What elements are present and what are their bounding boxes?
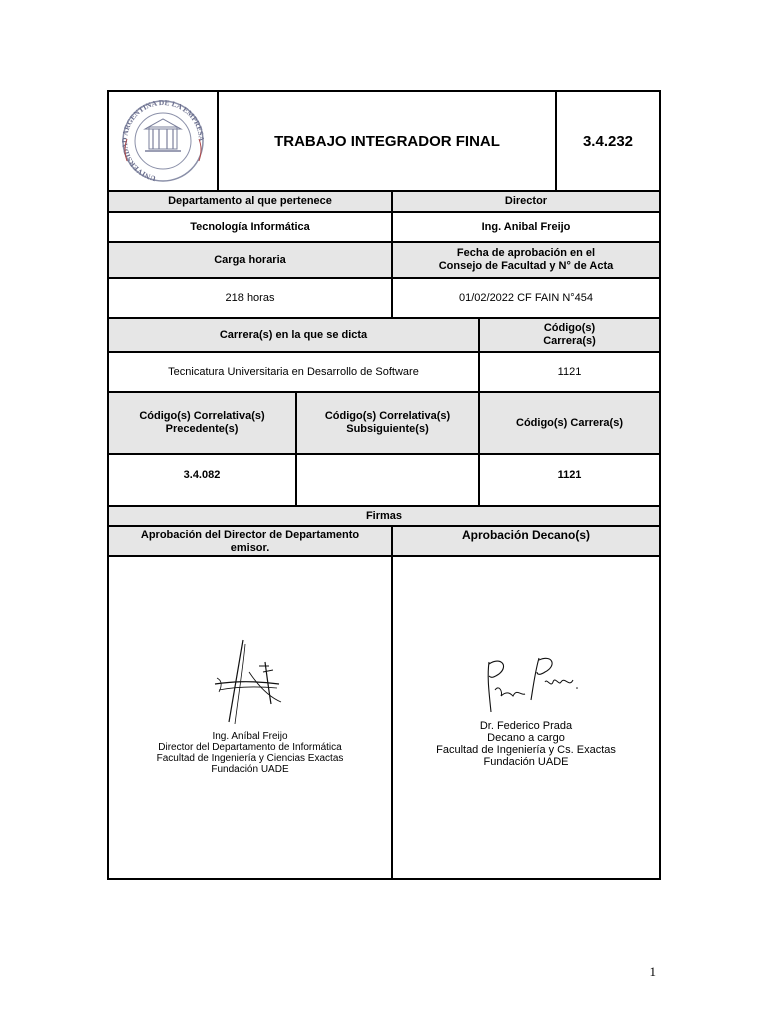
dept-approval-label-line1: Aprobación del Director de Departamento xyxy=(140,529,360,541)
divider xyxy=(109,190,659,192)
hours-value: 218 horas xyxy=(225,291,275,304)
dean-approval-label: Aprobación Decano(s) xyxy=(393,527,659,555)
next-correlative-label xyxy=(297,393,478,453)
divider xyxy=(109,351,659,353)
director-signature-block xyxy=(109,731,391,775)
dean-signature xyxy=(481,652,581,722)
career-name: Tecnicatura Universitaria en Desarrollo de Software xyxy=(168,365,419,378)
director-label: Director xyxy=(393,192,659,211)
prev-correlative-label-line1: Código(s) Correlativa(s) xyxy=(139,410,265,422)
dept-label: Departamento al que pertenece xyxy=(109,192,391,211)
dept-value: Tecnología Informática xyxy=(190,220,310,233)
career-code: 1121 xyxy=(557,365,582,378)
career-code-label-line1: Código(s) xyxy=(543,322,596,334)
dean-sig-line: Fundación UADE xyxy=(483,756,569,768)
dean-sig-line: Dr. Federico Prada xyxy=(479,720,573,732)
form-title: TRABAJO INTEGRADOR FINAL xyxy=(274,132,500,150)
dept-approval-label-line2: emisor. xyxy=(230,542,270,554)
seal-ring-text: UNIVERSIDAD ARGENTINA DE LA EMPRESA xyxy=(120,99,207,183)
divider xyxy=(391,525,393,878)
prev-correlative-value: 3.4.082 xyxy=(183,469,221,481)
career-code-label-line2: Carrera(s) xyxy=(543,335,596,347)
dean-sig-line: Facultad de Ingeniería y Cs. Exactas xyxy=(436,744,616,756)
correlative-career-label: Código(s) Carrera(s) xyxy=(480,393,659,453)
approval-value: 01/02/2022 CF FAIN N°454 xyxy=(458,291,594,304)
director-sig-line: Ing. Aníbal Freijo xyxy=(212,731,288,742)
approval-label-line2: Consejo de Facultad y N° de Acta xyxy=(438,260,614,272)
document-form xyxy=(107,90,661,880)
divider xyxy=(109,453,659,455)
director-signature xyxy=(209,632,289,732)
dean-sig-line: Decano a cargo xyxy=(487,732,565,744)
divider xyxy=(555,92,557,190)
director-value: Ing. Anibal Freijo xyxy=(481,220,571,233)
form-code: 3.4.232 xyxy=(582,132,634,150)
next-correlative-label-line2: Subsiguiente(s) xyxy=(346,423,429,435)
divider xyxy=(391,190,393,319)
divider xyxy=(109,391,659,393)
next-correlative-label-line1: Código(s) Correlativa(s) xyxy=(324,410,451,422)
career-code-label xyxy=(480,319,659,351)
divider xyxy=(109,505,659,507)
divider xyxy=(109,277,659,279)
divider xyxy=(109,211,659,213)
director-sig-line: Director del Departamento de Informática xyxy=(158,742,342,753)
director-sig-line: Fundación UADE xyxy=(211,764,289,775)
divider xyxy=(109,525,659,527)
divider xyxy=(478,317,480,507)
director-sig-line: Facultad de Ingeniería y Ciencias Exactas xyxy=(156,753,344,764)
prev-correlative-label-line2: Precedente(s) xyxy=(165,423,239,435)
approval-label-line1: Fecha de aprobación en el xyxy=(456,247,596,259)
career-label: Carrera(s) en la que se dicta xyxy=(109,319,478,351)
correlative-career-value: 1121 xyxy=(557,469,582,481)
hours-label: Carga horaria xyxy=(109,243,391,277)
page-number: 1 xyxy=(649,964,656,979)
divider xyxy=(109,555,659,557)
university-logo xyxy=(109,92,217,190)
signatures-label: Firmas xyxy=(109,507,659,525)
svg-text:UNIVERSIDAD ARGENTINA DE LA EM xyxy=(120,99,206,183)
dean-signature-block xyxy=(393,720,659,768)
university-seal-icon xyxy=(113,99,213,183)
divider xyxy=(217,92,219,190)
next-correlative-value xyxy=(297,455,478,505)
dept-approval-label xyxy=(109,527,391,555)
divider xyxy=(109,317,659,319)
prev-correlative-label xyxy=(109,393,295,453)
divider xyxy=(109,241,659,243)
approval-label xyxy=(393,243,659,277)
divider xyxy=(295,391,297,507)
